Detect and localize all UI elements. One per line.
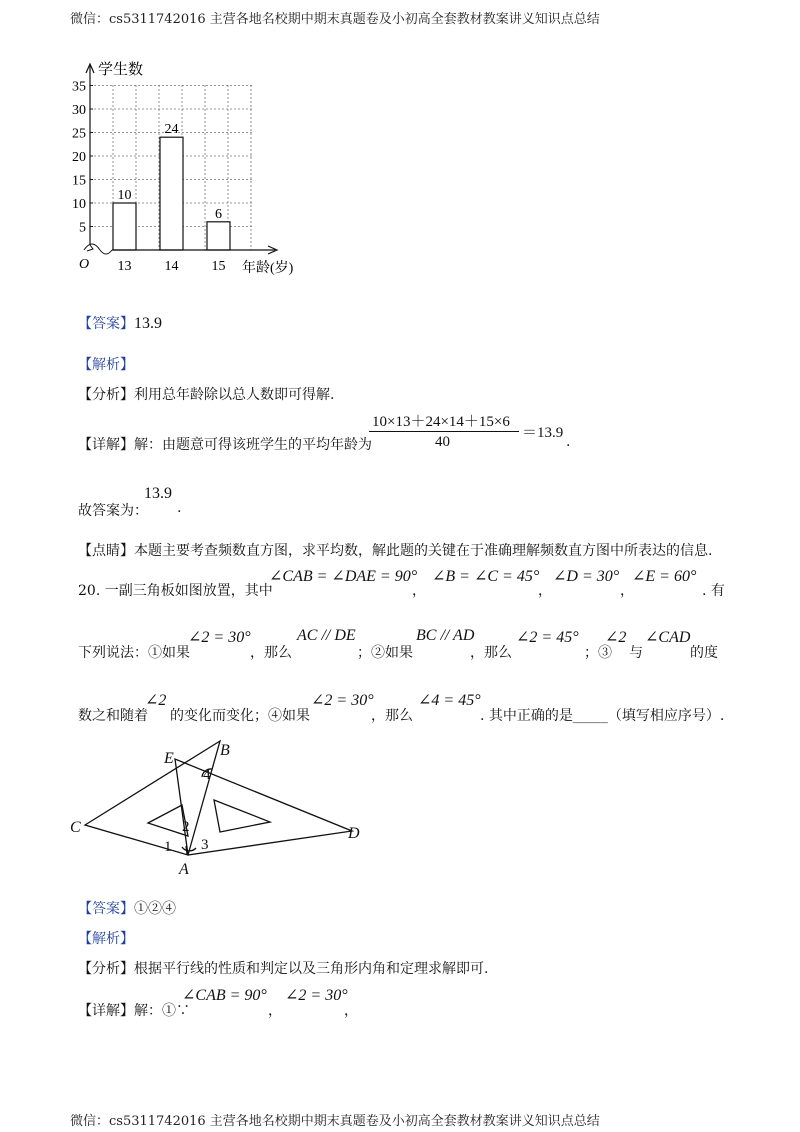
page-footer: 微信：cs5311742016 主营各地名校期中期末真题卷及小初高全套教材教案讲义知识点总结 <box>70 1114 600 1129</box>
q20-line2-start: 下列说法：①如果 <box>78 645 190 661</box>
q20-math-4-45: ∠4 = 45° <box>418 692 481 709</box>
q20-detail-start <box>78 1000 190 1020</box>
label-b: B <box>220 742 230 759</box>
q20-math-2-30c: ∠2 = 30° <box>285 987 348 1004</box>
q20-answer-line <box>78 898 176 918</box>
q20-math-2-45: ∠2 = 45° <box>516 629 579 646</box>
bar-value-label: 24 <box>164 122 179 138</box>
chart-x-axis-label: 年龄(岁) <box>242 261 294 276</box>
q19-fraction-bar <box>369 431 519 432</box>
q19-detail-line <box>78 434 372 454</box>
q19-fenxi-tag: 【分析】 <box>78 387 134 403</box>
q20-line3-mid: 的变化而变化；④如果 <box>170 708 310 724</box>
y-tick-label: 20 <box>72 150 86 165</box>
histogram-chart <box>70 58 320 283</box>
x-tick-label: 15 <box>211 259 226 274</box>
q19-detail-tag: 【详解】 <box>78 437 134 453</box>
q20-math-ac-de: AC // DE <box>297 627 356 644</box>
q20-comma: ， <box>620 583 634 599</box>
q19-final-value: 13.9 <box>144 485 172 502</box>
q20-line2-three: ；③ <box>584 645 612 661</box>
chart-bars <box>113 122 230 250</box>
histogram-bar <box>113 203 136 250</box>
chart-y-axis-label: 学生数 <box>98 62 144 78</box>
q19-fraction-numerator: 10×13＋24×14＋15×6 <box>372 414 510 430</box>
y-tick-label: 25 <box>72 126 86 142</box>
q20-fenxi-line <box>78 958 488 978</box>
q20-math-cab-90: ∠CAB = 90° <box>182 987 267 1004</box>
q20-fenxi-tag: 【分析】 <box>78 961 134 977</box>
q19-final-period: . <box>177 500 182 516</box>
y-tick-label: 5 <box>79 220 86 236</box>
page-header: 微信：cs5311742016 主营各地名校期中期末真题卷及小初高全套教材教案讲义知识点总结 <box>70 12 600 27</box>
y-tick-label: 30 <box>72 103 86 118</box>
q19-answer-tag: 【答案】 <box>78 316 134 332</box>
q19-answer-value: 13.9 <box>134 315 162 332</box>
q20-answer-value: ①②④ <box>134 901 176 917</box>
inner-hole-right <box>214 800 270 832</box>
label-angle-1: 1 <box>164 839 172 855</box>
q19-final-text: 故答案为： <box>78 503 148 519</box>
q20-comma: ， <box>344 1003 358 1019</box>
q20-math-cad: ∠CAD <box>645 629 691 646</box>
q20-math-angle2b: ∠2 <box>145 692 167 709</box>
q20-line2-end: 的度 <box>690 645 718 661</box>
q20-line2-then: ，那么 <box>250 645 292 661</box>
q19-answer-line <box>78 313 162 333</box>
q20-line2-and: 与 <box>629 645 643 661</box>
q20-analysis-tag: 【解析】 <box>78 931 134 947</box>
q19-comment-line <box>78 540 712 560</box>
label-d: D <box>348 825 360 842</box>
q20-comma: ， <box>268 1003 282 1019</box>
q20-fenxi-text: 根据平行线的性质和判定以及三角形内角和定理求解即可. <box>134 961 489 977</box>
histogram-bar <box>160 137 183 250</box>
q20-detail-text: 解：①∵ <box>134 1003 190 1019</box>
q20-math-2-30b: ∠2 = 30° <box>311 692 374 709</box>
q20-line3-then: ，那么 <box>371 708 413 724</box>
q20-line3-start: 数之和随着 <box>78 708 148 724</box>
q19-detail-text: 解：由题意可得该班学生的平均年龄为 <box>134 437 372 453</box>
q19-fenxi-text: 利用总年龄除以总人数即可得解. <box>134 387 335 403</box>
q20-math-cab-dae: ∠CAB = ∠DAE = 90° <box>269 568 418 585</box>
q20-line1-start: 20. 一副三角板如图放置，其中 <box>78 583 273 599</box>
q20-detail-tag: 【详解】 <box>78 1003 134 1019</box>
x-tick-label: 14 <box>164 259 179 274</box>
label-a: A <box>179 861 189 878</box>
q19-analysis-tag: 【解析】 <box>78 357 134 373</box>
q20-math-bc-ad: BC // AD <box>416 627 475 644</box>
q20-math-b-c: ∠B = ∠C = 45° <box>432 568 540 585</box>
label-e: E <box>164 750 174 767</box>
y-tick-label: 35 <box>72 79 86 95</box>
q19-detail-period: . <box>566 434 571 450</box>
q20-line1-end: . 有 <box>702 583 725 599</box>
histogram-bar <box>207 222 230 250</box>
chart-origin-label: O <box>79 257 90 272</box>
x-axis-break <box>84 244 112 254</box>
angle-arc-a <box>182 847 196 851</box>
q19-fraction-result: ＝13.9 <box>522 425 564 441</box>
bar-value-label: 6 <box>215 206 222 222</box>
q20-math-2-30: ∠2 = 30° <box>188 629 251 646</box>
q20-triangle-figure <box>60 735 380 885</box>
q20-math-d: ∠D = 30° <box>553 568 620 585</box>
y-tick-label: 10 <box>72 197 86 212</box>
q19-fraction-denominator: 40 <box>435 434 450 450</box>
triangle-abc <box>85 741 220 855</box>
q20-comma: ， <box>538 583 552 599</box>
label-angle-3: 3 <box>201 837 209 853</box>
x-tick-label: 13 <box>117 259 132 274</box>
q19-comment-tag: 【点睛】 <box>78 543 134 559</box>
label-angle-2: 2 <box>182 819 190 835</box>
label-c: C <box>70 819 81 836</box>
q20-answer-tag: 【答案】 <box>78 901 134 917</box>
q20-comma: ， <box>412 583 426 599</box>
label-angle-4: 4 <box>203 767 211 783</box>
q19-comment-text: 本题主要考查频数直方图，求平均数，解此题的关键在于准确理解频数直方图中所表达的信息. <box>134 543 713 559</box>
y-tick-label: 15 <box>72 173 86 189</box>
q20-math-angle2: ∠2 <box>605 629 627 646</box>
q19-fenxi-line <box>78 384 334 404</box>
q20-line3-end: . 其中正确的是_____（填写相应序号）. <box>480 708 725 724</box>
bar-value-label: 10 <box>117 188 132 203</box>
q20-math-e: ∠E = 60° <box>632 568 697 585</box>
q20-line2-then2: ，那么 <box>470 645 512 661</box>
q20-line2-if: ；②如果 <box>357 645 413 661</box>
